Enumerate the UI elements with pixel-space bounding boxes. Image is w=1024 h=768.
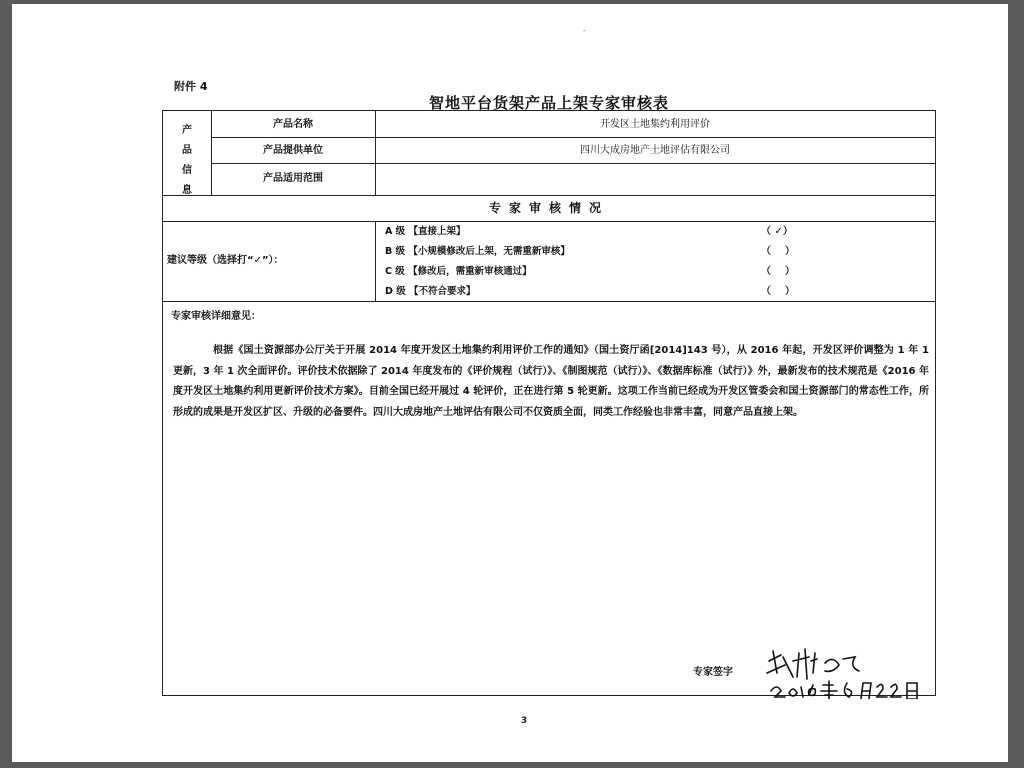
- signature-label: 专家签字: [693, 667, 733, 678]
- form-title: 智地平台货架产品上架专家审核表: [428, 94, 669, 112]
- product-name-value: 开发区土地集约利用评价: [600, 119, 710, 130]
- section-heading: 专家审核情况: [488, 201, 609, 215]
- document-page: [12, 4, 1008, 762]
- grade-option-b: B 级 【小规模修改后上架，无需重新审核】: [385, 246, 570, 257]
- group-char: 息: [182, 185, 192, 196]
- handwritten-signature: [763, 643, 933, 699]
- grade-mark-a: （ ✓）: [761, 226, 793, 237]
- grade-mark-d: （ ）: [761, 286, 795, 297]
- group-char: 产: [182, 125, 192, 136]
- product-name-label: 产品名称: [273, 119, 313, 130]
- group-char: 信: [182, 165, 192, 176]
- opinion-label: 专家审核详细意见：: [171, 311, 261, 322]
- scope-label: 产品适用范围: [263, 173, 323, 184]
- grade-option-d: D 级 【不符合要求】: [385, 286, 476, 297]
- provider-label: 产品提供单位: [263, 145, 323, 156]
- provider-value: 四川大成房地产土地评估有限公司: [580, 145, 730, 156]
- grade-label: 建议等级（选择打“✓”）：: [167, 255, 284, 266]
- group-char: 品: [182, 145, 192, 156]
- review-form-table: [162, 110, 936, 696]
- opinion-body: [173, 341, 929, 423]
- page-number: 3: [520, 716, 528, 726]
- scan-mark: ˉ: [582, 30, 587, 41]
- grade-option-a: A 级 【直接上架】: [385, 226, 466, 237]
- opinion-text: 根据《国土资源部办公厅关于开展 2014 年度开发区土地集约利用评价工作的通知》（国土资厅函[2014]143 号），从 2016 年起，开发区评价调整为 1 年 1 更新，3 年 1 次全面评价。评价技术依据除了 2014 年度发布的《评价规程（试行）》、《制图规范（试行）》、《数据库标准（试行）》外，最新发布的技术规范是《2016 年度开发区土地集约利用更新评价技术方案》。目前全国已经开展过 4 轮评价，正在进行第 5 轮更新。这项工作当前已经成为开发区管委会和国土资源部门的常态性工作，所形成的成果是开发区扩区、升级的必备要件。四川大成房地产土地评估有限公司不仅资质全面，同类工作经验也非常丰富，同意产品直接上架。: [173, 345, 929, 418]
- grade-mark-b: （ ）: [761, 246, 795, 257]
- grade-option-c: C 级 【修改后，需重新审核通过】: [385, 266, 532, 277]
- annex-label: 附件 4: [174, 80, 208, 93]
- grade-mark-c: （ ）: [761, 266, 795, 277]
